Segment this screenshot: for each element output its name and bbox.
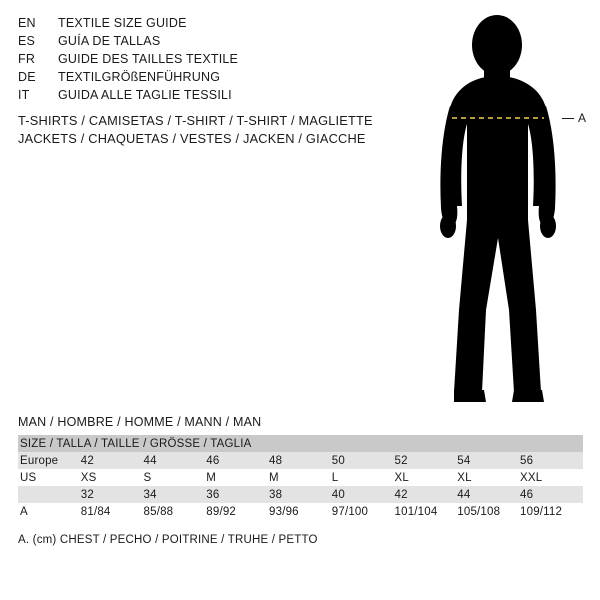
table-cell: 44 <box>457 486 520 503</box>
table-cell: 42 <box>395 486 458 503</box>
table-row <box>18 486 583 503</box>
table-cell: 46 <box>206 452 269 469</box>
table-cell: S <box>144 469 207 486</box>
language-code: ES <box>18 34 36 48</box>
table-cell: 56 <box>520 452 583 469</box>
table-cell: 32 <box>81 486 144 503</box>
language-row <box>18 88 418 106</box>
table-cell: 36 <box>206 486 269 503</box>
table-cell: M <box>269 469 332 486</box>
table-cell: 89/92 <box>206 503 269 520</box>
row-label: US <box>18 469 81 486</box>
table-row <box>18 452 583 469</box>
male-silhouette-icon <box>410 10 600 410</box>
table-cell: 34 <box>144 486 207 503</box>
table-cell: 101/104 <box>395 503 458 520</box>
table-cell: 93/96 <box>269 503 332 520</box>
language-code: DE <box>18 70 36 84</box>
table-cell: XL <box>457 469 520 486</box>
language-title: TEXTILGRÖßENFÜHRUNG <box>58 70 221 84</box>
table-cell: 46 <box>520 486 583 503</box>
table-footnote: A. (cm) CHEST / PECHO / POITRINE / TRUHE / PETTO <box>18 534 318 546</box>
language-row <box>18 70 418 88</box>
language-title-block <box>18 16 418 106</box>
table-cell: 105/108 <box>457 503 520 520</box>
table-header-row <box>18 435 583 452</box>
language-row <box>18 34 418 52</box>
language-row <box>18 52 418 70</box>
language-code: EN <box>18 16 36 30</box>
table-cell: 40 <box>332 486 395 503</box>
measure-label-a: A <box>578 111 587 125</box>
garment-category-block <box>18 112 438 148</box>
language-title: GUIDE DES TAILLES TEXTILE <box>58 52 239 66</box>
table-cell: XS <box>81 469 144 486</box>
language-title: GUÍA DE TALLAS <box>58 34 161 48</box>
table-cell: XL <box>395 469 458 486</box>
table-cell: 109/112 <box>520 503 583 520</box>
body-figure <box>410 10 600 410</box>
language-code: IT <box>18 88 30 102</box>
table-cell: 85/88 <box>144 503 207 520</box>
row-label: A <box>18 503 81 520</box>
table-row <box>18 503 583 520</box>
language-row <box>18 16 418 34</box>
table-cell: 97/100 <box>332 503 395 520</box>
size-table-area <box>18 415 583 546</box>
table-cell: 81/84 <box>81 503 144 520</box>
table-header-label: SIZE / TALLA / TAILLE / GRÖSSE / TAGLIA <box>18 435 583 452</box>
table-group-title: MAN / HOMBRE / HOMME / MANN / MAN <box>18 415 262 429</box>
table-cell: M <box>206 469 269 486</box>
table-cell: XXL <box>520 469 583 486</box>
table-cell: 54 <box>457 452 520 469</box>
table-cell: 44 <box>144 452 207 469</box>
table-cell: 50 <box>332 452 395 469</box>
table-cell: 52 <box>395 452 458 469</box>
language-code: FR <box>18 52 36 66</box>
table-cell: 42 <box>81 452 144 469</box>
table-cell: 38 <box>269 486 332 503</box>
table-cell: 48 <box>269 452 332 469</box>
table-row <box>18 469 583 486</box>
language-title: GUIDA ALLE TAGLIE TESSILI <box>58 88 232 102</box>
size-table <box>18 435 583 520</box>
row-label: Europe <box>18 452 81 469</box>
category-tshirts: T-SHIRTS / CAMISETAS / T-SHIRT / T-SHIRT / MAGLIETTE <box>18 113 373 128</box>
table-cell: L <box>332 469 395 486</box>
measure-leader-line <box>562 118 574 119</box>
row-label <box>18 486 81 503</box>
language-title: TEXTILE SIZE GUIDE <box>58 16 187 30</box>
category-jackets: JACKETS / CHAQUETAS / VESTES / JACKEN / GIACCHE <box>18 131 366 146</box>
